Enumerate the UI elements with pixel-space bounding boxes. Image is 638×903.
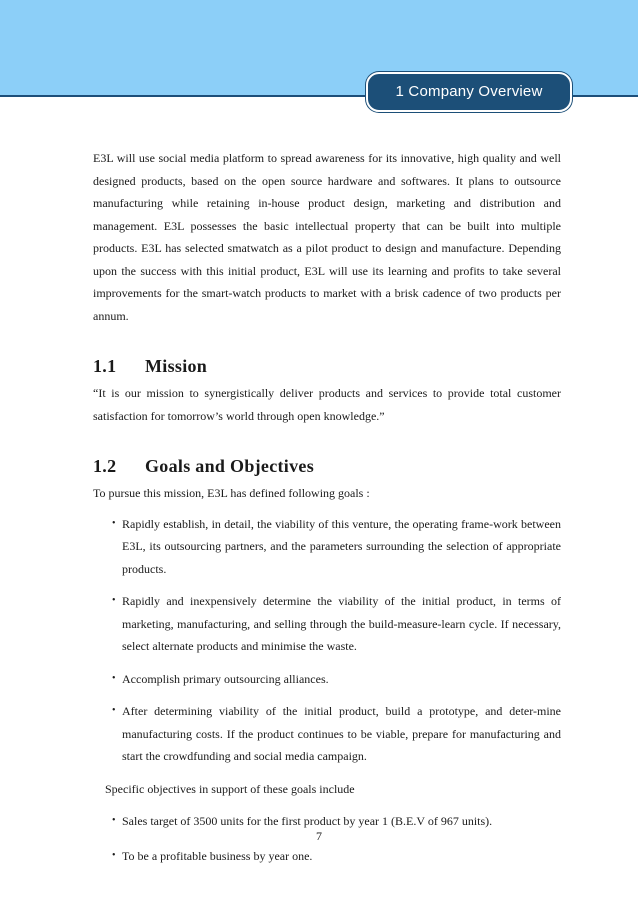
section-title: Mission <box>145 356 208 376</box>
section-heading-goals <box>93 454 561 478</box>
list-item <box>93 513 561 581</box>
list-item <box>93 590 561 658</box>
intro-paragraph: E3L will use social media platform to spread awareness for its innovative, high quality and well designed products, based on the open source hardware and softwares. It plans to outsource manufacturing while retaining in-house product design, marketing and distribution and management. E3L possesses the basic intellectual property that can be built into multiple products. E3L has selected smatwatch as a pilot product to design and manufacture. Depending upon the success with this initial product, E3L will use its learning and profits to take several improvements for the smart-watch products to market with a brisk cadence of two products per annum. <box>93 151 561 323</box>
section-number: 1.1 <box>93 356 117 376</box>
section-number: 1.2 <box>93 456 117 476</box>
goal-text: After determining viability of the initial product, build a prototype, and deter-mine manufacturing costs. If the product continues to be viable, prepare for manufacturing and start the crowdfunding and social media campaign. <box>122 704 561 763</box>
chapter-title-tab <box>366 72 572 112</box>
list-item <box>93 845 561 868</box>
bullet-icon: • <box>112 705 116 716</box>
chapter-number: 1 <box>395 83 405 100</box>
bullet-icon: • <box>112 517 116 529</box>
mission-statement: “It is our mission to synergistically deliver products and services to provide total customer satisfaction for tomorrow’s world through open knowledge.” <box>93 386 561 423</box>
section-heading-mission <box>93 354 561 378</box>
page-body <box>93 147 561 879</box>
bullet-icon: • <box>112 815 116 826</box>
bullet-icon: • <box>112 672 116 684</box>
goal-text: Accomplish primary outsourcing alliances. <box>122 671 329 686</box>
section-title: Goals and Objectives <box>145 456 315 476</box>
goal-text: Rapidly and inexpensively determine the viability of the initial product, in terms of marketing, manufacturing, and selling through the build-measure-learn cycle. If necessary, select alternate products and minimise the waste. <box>122 594 561 653</box>
bullet-icon: • <box>112 849 116 861</box>
list-item <box>93 668 561 691</box>
objectives-intro: Specific objectives in support of these goals include <box>105 781 355 796</box>
goal-text: Rapidly establish, in detail, the viability of this venture, the operating frame-work between E3L, its outsourcing partners, and the parameters surrounding the selection of appropriate products. <box>122 516 561 576</box>
objective-text: To be a profitable business by year one. <box>122 848 313 863</box>
page-number: 7 <box>316 829 322 843</box>
list-item <box>93 700 561 768</box>
goals-list <box>93 513 561 768</box>
chapter-title: Company Overview <box>408 83 543 100</box>
bullet-icon: • <box>112 595 116 606</box>
objective-text: Sales target of 3500 units for the first product by year 1 (B.E.V of 967 units). <box>122 814 493 828</box>
goals-intro: To pursue this mission, E3L has defined following goals : <box>93 486 370 500</box>
